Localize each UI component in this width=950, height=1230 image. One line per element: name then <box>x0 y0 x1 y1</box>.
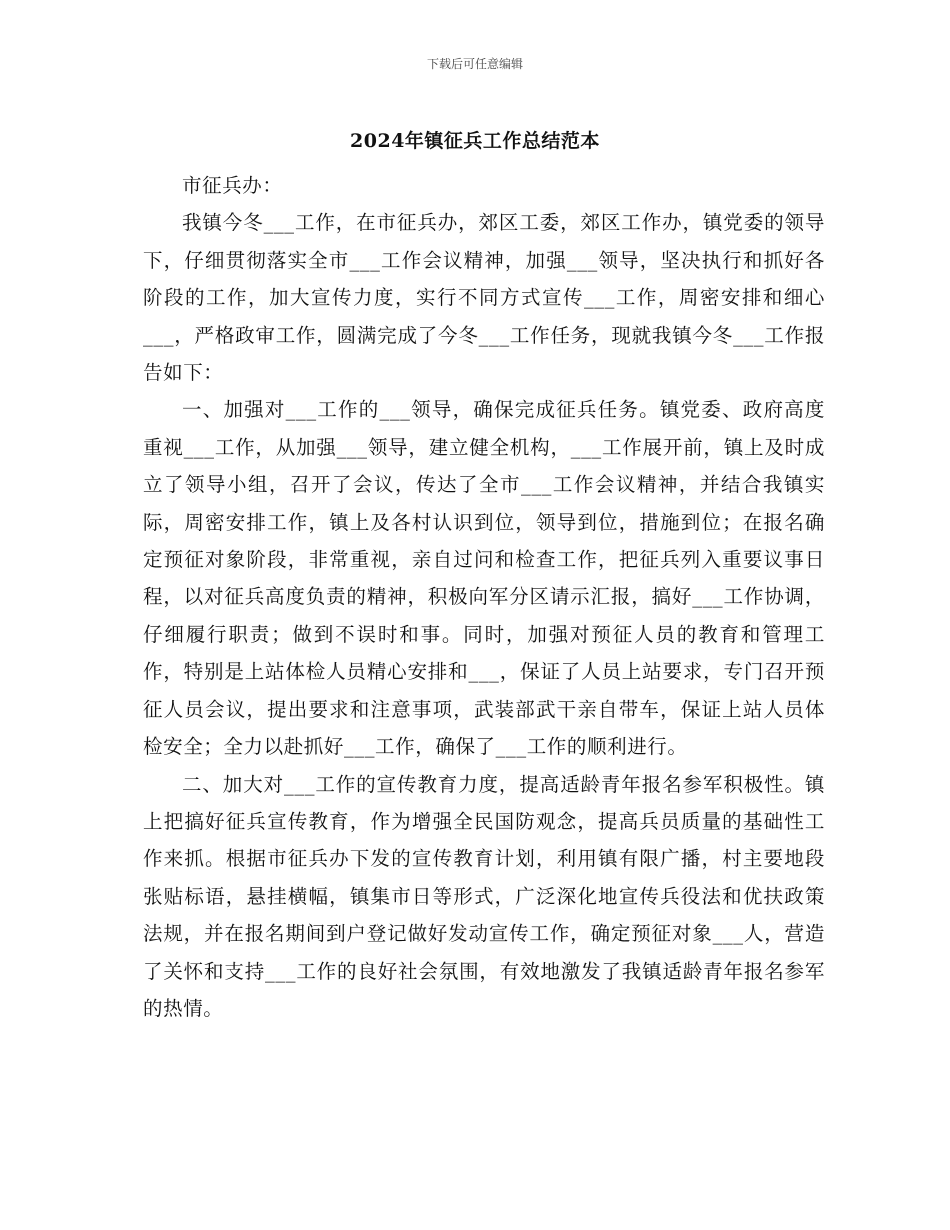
document-title: 2024年镇征兵工作总结范本 <box>350 130 600 152</box>
paragraph-section-2: 二、加大对___工作的宣传教育力度，提高适龄青年报名参军积极性。镇上把搞好征兵宣传教育，作为增强全民国防观念，提高兵员质量的基础性工作来抓。根据市征兵办下发的宣传教育计划，利用镇有限广播，村主要地段张贴标语，悬挂横幅，镇集市日等形式，广泛深化地宣传兵役法和优扶政策法规，并在报名期间到户登记做好发动宣传工作，确定预征对象___人，营造了关怀和支持___工作的良好社会氛围，有效地激发了我镇适龄青年报名参军的热情。 <box>143 772 825 1020</box>
salutation: 市征兵办： <box>182 174 283 197</box>
paragraph-section-1: 一、加强对___工作的___领导，确保完成征兵任务。镇党委、政府高度重视___工作，从加强___领导，建立健全机构，___工作展开前，镇上及时成立了领导小组，召开了会议，传达了全市___工作会议精神，并结合我镇实际，周密安排工作，镇上及各村认识到位，领导到位，措施到位；在报名确定预征对象阶段，非常重视，亲自过问和检查工作，把征兵列入重要议事日程，以对征兵高度负责的精神，积极向军分区请示汇报，搞好___工作协调，仔细履行职责；做到不误时和事。同时，加强对预征人员的教育和管理工作，特别是上站体检人员精心安排和___，保证了人员上站要求，专门召开预征人员会议，提出要求和注意事项，武装部武干亲自带车，保证上站人员体检安全；全力以赴抓好___工作，确保了___工作的顺利进行。 <box>143 398 825 759</box>
header-note: 下载后可任意编辑 <box>426 57 523 71</box>
document-body <box>143 167 825 1027</box>
paragraph-intro: 我镇今冬___工作，在市征兵办，郊区工委，郊区工作办，镇党委的领导下，仔细贯彻落实全市___工作会议精神，加强___领导，坚决执行和抓好各阶段的工作，加大宣传力度，实行不同方式宣传___工作，周密安排和细心___，严格政审工作，圆满完成了今冬___工作任务，现就我镇今冬___工作报告如下： <box>143 211 825 385</box>
